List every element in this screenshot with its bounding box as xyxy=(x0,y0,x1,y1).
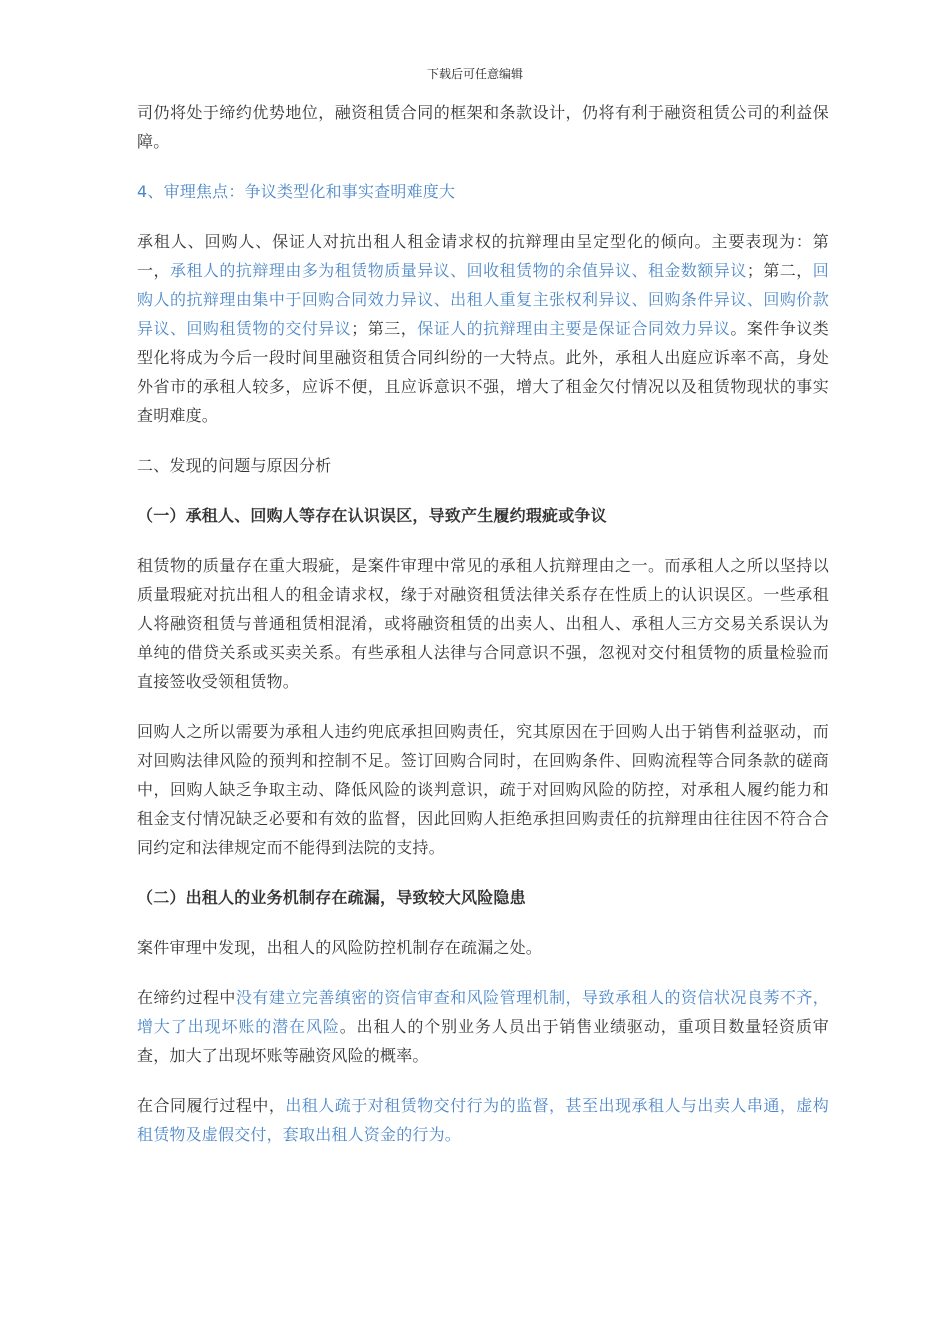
text-run: 在合同履行过程中， xyxy=(137,1096,286,1115)
text-run: 司仍将处于缔约优势地位，融资租赁合同的框架和条款设计，仍将有利于融资租赁公司的利益保障。 xyxy=(137,103,829,151)
section-heading-4 xyxy=(137,177,829,206)
document-body xyxy=(137,98,829,1149)
text-run: 在缔约过程中 xyxy=(137,988,236,1007)
text-run: 。案件争议类型化将成为今后一段时间里融资租赁合同纠纷的一大特点。此外，承租人出庭应诉率不高，身处外省市的承租人较多，应诉不便，且应诉意识不强，增大了租金欠付情况以及租赁物现状的事实查明难度。 xyxy=(137,319,830,425)
paragraph-quality-defect xyxy=(137,551,829,696)
highlighted-text: 保证人的抗辩理由主要是保证合同效力异议 xyxy=(417,319,731,338)
text-run: 承租人、回购人、保证人对抗出租人租金请求权的抗辩理由呈定型化的倾向。主要表现为：第一， xyxy=(137,232,829,280)
subsection-heading-1 xyxy=(137,501,829,530)
paragraph-risk-control xyxy=(137,933,829,962)
highlighted-heading: 4、审理焦点：争议类型化和事实查明难度大 xyxy=(137,182,456,201)
highlighted-text: 承租人的抗辩理由多为租赁物质量异议、回收租赁物的余值异议、租金数额异议 xyxy=(169,261,747,280)
subsection-heading-2 xyxy=(137,883,829,912)
paragraph-contracting xyxy=(137,983,829,1070)
highlighted-text: 出租人疏于对租赁物交付行为的监督，甚至出现承租人与出卖人串通，虚构租赁物及虚假交付，套取出租人资金的行为。 xyxy=(137,1096,829,1144)
paragraph-repurchaser xyxy=(137,717,829,862)
section-heading-2 xyxy=(137,451,829,480)
paragraph-defense-types xyxy=(137,227,829,430)
text-run: 。出租人的个别业务人员出于销售业绩驱动，重项目数量轻资质审查，加大了出现坏账等融资风险的概率。 xyxy=(137,1017,829,1065)
bold-heading: （二）出租人的业务机制存在疏漏，导致较大风险隐患 xyxy=(137,888,526,907)
highlighted-text: 回购人的抗辩理由集中于回购合同效力异议、出租人重复主张权利异议、回购条件异议、回购价款异议、回购租赁物的交付异议 xyxy=(137,261,829,338)
highlighted-text: 没有建立完善缜密的资信审查和风险管理机制，导致承租人的资信状况良莠不齐，增大了出现坏账的潜在风险 xyxy=(137,988,830,1036)
text-run: ；第二， xyxy=(746,261,813,280)
paragraph-continuation xyxy=(137,98,829,156)
paragraph-performance xyxy=(137,1091,829,1149)
text-run: 租赁物的质量存在重大瑕疵，是案件审理中常见的承租人抗辩理由之一。而承租人之所以坚持以质量瑕疵对抗出租人的租金请求权，缘于对融资租赁法律关系存在性质上的认识误区。一些承租人将融资租赁与普通租赁相混淆，或将融资租赁的出卖人、出租人、承租人三方交易关系误认为单纯的借贷关系或买卖关系。有些承租人法律与合同意识不强，忽视对交付租赁物的质量检验而直接签收受领租赁物。 xyxy=(137,556,829,691)
text-run: ；第三， xyxy=(351,319,418,338)
text-run: 二、发现的问题与原因分析 xyxy=(137,456,332,475)
text-run: 案件审理中发现，出租人的风险防控机制存在疏漏之处。 xyxy=(137,938,543,957)
bold-heading: （一）承租人、回购人等存在认识误区，导致产生履约瑕疵或争议 xyxy=(137,506,607,525)
page-header: 下载后可任意编辑 xyxy=(426,67,523,81)
text-run: 回购人之所以需要为承租人违约兜底承担回购责任，究其原因在于回购人出于销售利益驱动，而对回购法律风险的预判和控制不足。签订回购合同时，在回购条件、回购流程等合同条款的磋商中，回购人缺乏争取主动、降低风险的谈判意识，疏于对回购风险的防控，对承租人履约能力和租金支付情况缺乏必要和有效的监督，因此回购人拒绝承担回购责任的抗辩理由往往因不符合合同约定和法律规定而不能得到法院的支持。 xyxy=(137,722,829,857)
